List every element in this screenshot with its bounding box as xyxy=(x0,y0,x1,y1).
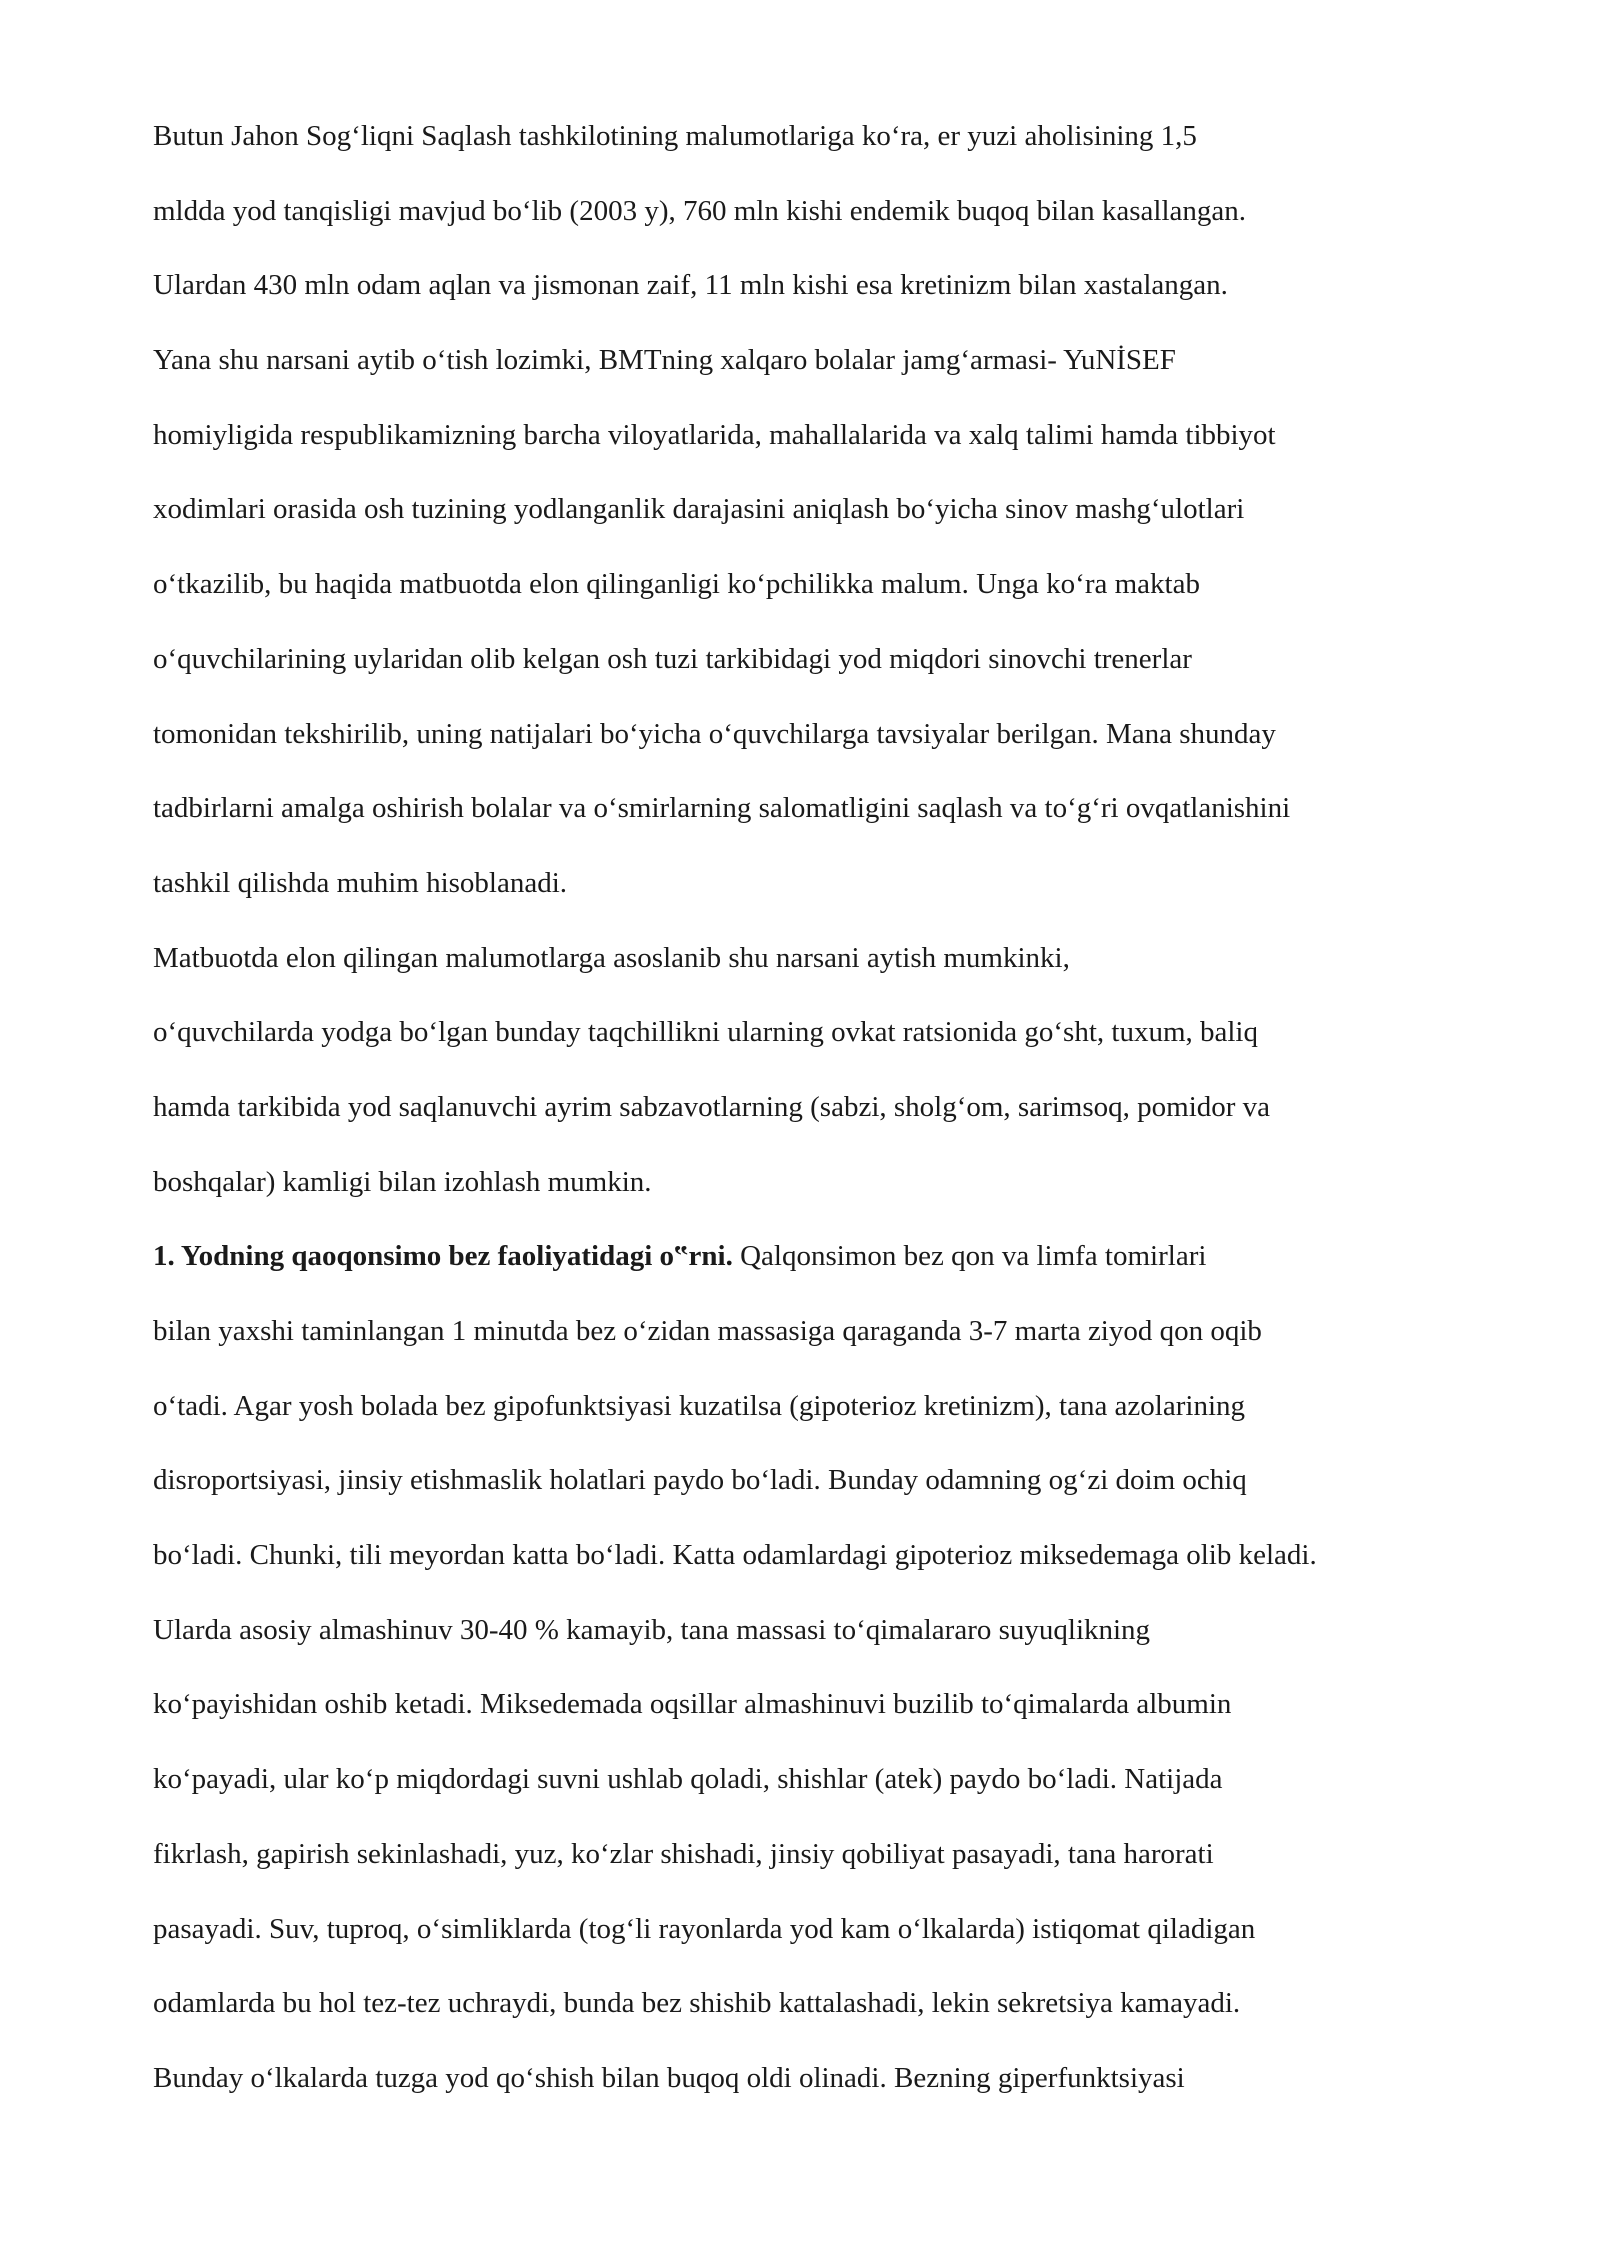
text-line: Ulardan 430 mln odam aqlan va jismonan zaif, 11 mln kishi esa kretinizm bilan xastalangan. xyxy=(153,269,1228,302)
text-line: Matbuotda elon qilingan malumotlarga asoslanib shu narsani aytish mumkinki, xyxy=(153,941,1070,974)
text-line: odamlarda bu hol tez-tez uchraydi, bunda bez shishib kattalashadi, lekin sekretsiya kamayadi. xyxy=(153,1987,1241,2020)
text-line: tadbirlarni amalga oshirish bolalar va o‘smirlarning salomatligini saqlash va to‘g‘ri ovqatlanishini xyxy=(153,792,1291,825)
section-heading-continuation: Qalqonsimon bez qon va limfa tomirlari xyxy=(732,1240,1207,1273)
section-heading-line xyxy=(153,1230,1473,1305)
text-line: boshqalar) kamligi bilan izohlash mumkin. xyxy=(153,1165,652,1198)
text-line: disroportsiyasi, jinsiy etishmaslik holatlari paydo bo‘ladi. Bunday odamning og‘zi doim ochiq xyxy=(153,1464,1247,1497)
text-line: o‘tadi. Agar yosh bolada bez gipofunktsiyasi kuzatilsa (gipoterioz kretinizm), tana azolarining xyxy=(153,1389,1246,1422)
text-line: tashkil qilishda muhim hisoblanadi. xyxy=(153,866,568,899)
text-line: pasayadi. Suv, tuproq, o‘simliklarda (tog‘li rayonlarda yod kam o‘lkalarda) istiqomat qiladigan xyxy=(153,1912,1256,1945)
text-line: Ularda asosiy almashinuv 30-40 % kamayib, tana massasi to‘qimalararo suyuqlikning xyxy=(153,1613,1151,1646)
text-line: o‘quvchilarining uylaridan olib kelgan osh tuzi tarkibidagi yod miqdori sinovchi trenerlar xyxy=(153,642,1192,675)
text-line: tomonidan tekshirilib, uning natijalari bo‘yicha o‘quvchilarga tavsiyalar berilgan. Mana shunday xyxy=(153,717,1276,750)
text-line: Butun Jahon Sog‘liqni Saqlash tashkilotining malumotlariga ko‘ra, er yuzi aholisining 1,5 xyxy=(153,120,1197,152)
text-line: homiyligida respublikamizning barcha viloyatlarida, mahallalarida va xalq talimi hamda tibbiyot xyxy=(153,418,1276,451)
text-line: mldda yod tanqisligi mavjud bo‘lib (2003 y), 760 mln kishi endemik buqoq bilan kasallangan. xyxy=(153,194,1246,227)
text-line: fikrlash, gapirish sekinlashadi, yuz, ko‘zlar shishadi, jinsiy qobiliyat pasayadi, tana harorati xyxy=(153,1837,1214,1870)
text-line: bo‘ladi. Chunki, tili meyordan katta bo‘ladi. Katta odamlardagi gipoterioz miksedemaga olib keladi. xyxy=(153,1539,1317,1572)
text-line: hamda tarkibida yod saqlanuvchi ayrim sabzavotlarning (sabzi, sholg‘om, sarimsoq, pomidor va xyxy=(153,1090,1271,1123)
body-text xyxy=(153,110,1473,2127)
text-line: ko‘payishidan oshib ketadi. Miksedemada oqsillar almashinuvi buzilib to‘qimalarda albumin xyxy=(153,1688,1232,1721)
text-line: Bunday o‘lkalarda tuzga yod qo‘shish bilan buqoq oldi olinadi. Bezning giperfunktsiyasi xyxy=(153,2061,1185,2094)
text-line: ko‘payadi, ular ko‘p miqdordagi suvni ushlab qoladi, shishlar (atek) paydo bo‘ladi. Natijada xyxy=(153,1763,1223,1796)
text-line: xodimlari orasida osh tuzining yodlanganlik darajasini aniqlash bo‘yicha sinov mashg‘ulotlari xyxy=(153,493,1245,526)
section-heading: 1. Yodning qaoqonsimo bez faoliyatidagi o‟rni. xyxy=(153,1240,733,1273)
text-line: o‘quvchilarda yodga bo‘lgan bunday taqchillikni ularning ovkat ratsionida go‘sht, tuxum, baliq xyxy=(153,1016,1258,1049)
text-line: o‘tkazilib, bu haqida matbuotda elon qilinganligi ko‘pchilikka malum. Unga ko‘ra maktab xyxy=(153,568,1200,601)
text-line: Yana shu narsani aytib o‘tish lozimki, BMTning xalqaro bolalar jamg‘armasi- YuNİSEF xyxy=(153,344,1176,377)
text-line: bilan yaxshi taminlangan 1 minutda bez o‘zidan massasiga qaraganda 3-7 marta ziyod qon oqib xyxy=(153,1315,1262,1347)
